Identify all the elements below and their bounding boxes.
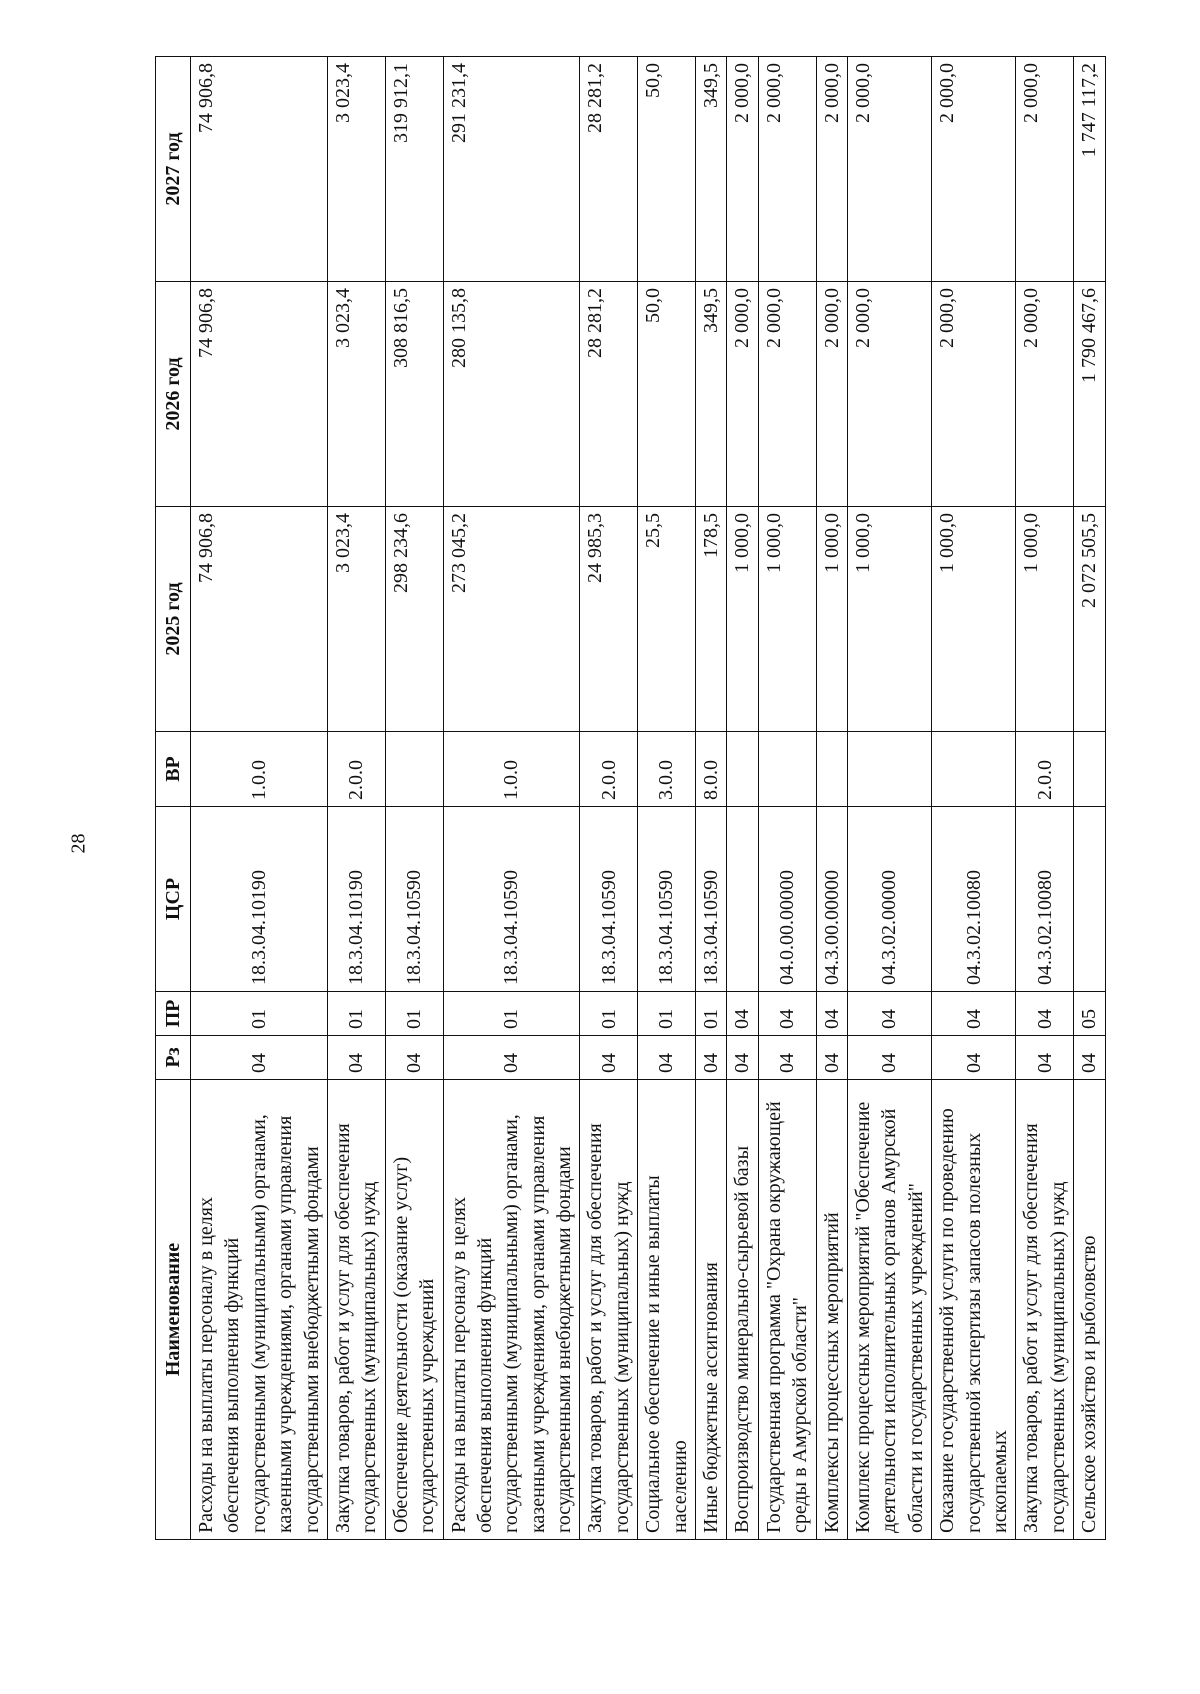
cell-2026: 280 135,8 (443, 282, 580, 507)
cell-rz: 04 (758, 1036, 816, 1080)
cell-csr (727, 807, 758, 992)
cell-2025: 1 000,0 (727, 507, 758, 732)
header-2026: 2026 год (156, 282, 191, 507)
cell-2027: 2 000,0 (847, 57, 931, 282)
cell-2026: 2 000,0 (932, 282, 1016, 507)
cell-2025: 3 023,4 (327, 507, 385, 732)
cell-2027: 319 912,1 (385, 57, 443, 282)
cell-csr (1074, 807, 1105, 992)
table-row (1074, 57, 1105, 1540)
cell-vr (727, 732, 758, 807)
table-row (443, 57, 580, 1540)
cell-pr: 04 (932, 992, 1016, 1036)
cell-2026: 308 816,5 (385, 282, 443, 507)
cell-rz: 04 (696, 1036, 727, 1080)
cell-csr: 18.3.04.10590 (580, 807, 638, 992)
cell-name: Государственная программа "Охрана окружающей среды в Амурской области" (758, 1080, 816, 1540)
cell-name: Закупка товаров, работ и услуг для обеспечения государственных (муниципальных) нужд (327, 1080, 385, 1540)
cell-pr: 01 (443, 992, 580, 1036)
cell-vr: 1.0.0 (191, 732, 328, 807)
cell-pr: 04 (847, 992, 931, 1036)
cell-2025: 25,5 (638, 507, 696, 732)
cell-pr: 01 (327, 992, 385, 1036)
budget-table (155, 56, 1106, 1540)
table-row (847, 57, 931, 1540)
cell-2027: 2 000,0 (727, 57, 758, 282)
cell-pr: 04 (727, 992, 758, 1036)
cell-2026: 349,5 (696, 282, 727, 507)
cell-name: Обеспечение деятельности (оказание услуг) государственных учреждений (385, 1080, 443, 1540)
cell-rz: 04 (443, 1036, 580, 1080)
cell-rz: 04 (327, 1036, 385, 1080)
cell-name: Закупка товаров, работ и услуг для обеспечения государственных (муниципальных) нужд (580, 1080, 638, 1540)
cell-name: Комплексы процессных мероприятий (816, 1080, 847, 1540)
cell-2025: 74 906,8 (191, 507, 328, 732)
cell-csr: 04.0.00.00000 (758, 807, 816, 992)
header-vr: ВР (156, 732, 191, 807)
cell-2026: 1 790 467,6 (1074, 282, 1105, 507)
cell-rz: 04 (580, 1036, 638, 1080)
cell-2025: 298 234,6 (385, 507, 443, 732)
cell-2026: 50,0 (638, 282, 696, 507)
table-row (1016, 57, 1074, 1540)
cell-2025: 1 000,0 (847, 507, 931, 732)
cell-vr (758, 732, 816, 807)
cell-2027: 2 000,0 (816, 57, 847, 282)
cell-rz: 04 (932, 1036, 1016, 1080)
cell-vr (385, 732, 443, 807)
cell-2027: 3 023,4 (327, 57, 385, 282)
table-row (580, 57, 638, 1540)
table-header-row (156, 57, 191, 1540)
cell-pr: 01 (191, 992, 328, 1036)
cell-2027: 50,0 (638, 57, 696, 282)
cell-name: Закупка товаров, работ и услуг для обеспечения государственных (муниципальных) нужд (1016, 1080, 1074, 1540)
cell-2025: 1 000,0 (1016, 507, 1074, 732)
cell-rz: 04 (638, 1036, 696, 1080)
header-name: Наименование (156, 1080, 191, 1540)
cell-rz: 04 (816, 1036, 847, 1080)
cell-rz: 04 (1074, 1036, 1105, 1080)
cell-vr (1074, 732, 1105, 807)
cell-2027: 2 000,0 (758, 57, 816, 282)
cell-2026: 2 000,0 (727, 282, 758, 507)
cell-2026: 74 906,8 (191, 282, 328, 507)
cell-name: Социальное обеспечение и иные выплаты населению (638, 1080, 696, 1540)
header-2027: 2027 год (156, 57, 191, 282)
cell-pr: 01 (580, 992, 638, 1036)
cell-2026: 3 023,4 (327, 282, 385, 507)
cell-csr: 18.3.04.10590 (696, 807, 727, 992)
cell-vr (932, 732, 1016, 807)
cell-2026: 2 000,0 (758, 282, 816, 507)
table-row (696, 57, 727, 1540)
cell-rz: 04 (847, 1036, 931, 1080)
cell-2025: 178,5 (696, 507, 727, 732)
cell-vr (847, 732, 931, 807)
cell-csr: 04.3.00.00000 (816, 807, 847, 992)
cell-2026: 28 281,2 (580, 282, 638, 507)
cell-name: Комплекс процессных мероприятий "Обеспечение деятельности исполнительных органов Амурской области и государственных учреждений" (847, 1080, 931, 1540)
table-row (816, 57, 847, 1540)
page-number: 28 (67, 833, 90, 854)
cell-rz: 04 (727, 1036, 758, 1080)
cell-vr: 2.0.0 (327, 732, 385, 807)
cell-csr: 04.3.02.10080 (932, 807, 1016, 992)
cell-2027: 2 000,0 (932, 57, 1016, 282)
cell-rz: 04 (385, 1036, 443, 1080)
cell-2027: 1 747 117,2 (1074, 57, 1105, 282)
cell-2027: 2 000,0 (1016, 57, 1074, 282)
cell-csr: 04.3.02.10080 (1016, 807, 1074, 992)
cell-vr: 1.0.0 (443, 732, 580, 807)
cell-name: Воспроизводство минерально-сырьевой базы (727, 1080, 758, 1540)
cell-2025: 24 985,3 (580, 507, 638, 732)
cell-name: Расходы на выплаты персоналу в целях обеспечения выполнения функций государственными (муниципальными) органами, казенными учреждениями, органами управления государственными внебюджетными фондами (443, 1080, 580, 1540)
cell-csr: 18.3.04.10590 (385, 807, 443, 992)
cell-csr: 18.3.04.10590 (638, 807, 696, 992)
table-row (385, 57, 443, 1540)
cell-vr (816, 732, 847, 807)
cell-2025: 2 072 505,5 (1074, 507, 1105, 732)
cell-csr: 04.3.02.00000 (847, 807, 931, 992)
cell-pr: 04 (758, 992, 816, 1036)
cell-2027: 74 906,8 (191, 57, 328, 282)
cell-vr: 8.0.0 (696, 732, 727, 807)
cell-2025: 1 000,0 (758, 507, 816, 732)
cell-2025: 1 000,0 (816, 507, 847, 732)
cell-pr: 04 (1016, 992, 1074, 1036)
table-row (758, 57, 816, 1540)
cell-pr: 01 (385, 992, 443, 1036)
cell-name: Иные бюджетные ассигнования (696, 1080, 727, 1540)
header-pr: ПР (156, 992, 191, 1036)
cell-vr: 3.0.0 (638, 732, 696, 807)
cell-2025: 1 000,0 (932, 507, 1016, 732)
cell-pr: 01 (638, 992, 696, 1036)
cell-2027: 291 231,4 (443, 57, 580, 282)
table-row (638, 57, 696, 1540)
table-row (327, 57, 385, 1540)
cell-csr: 18.3.04.10190 (327, 807, 385, 992)
cell-vr: 2.0.0 (580, 732, 638, 807)
header-csr: ЦСР (156, 807, 191, 992)
cell-2027: 28 281,2 (580, 57, 638, 282)
cell-rz: 04 (1016, 1036, 1074, 1080)
cell-pr: 01 (696, 992, 727, 1036)
cell-vr: 2.0.0 (1016, 732, 1074, 807)
cell-2025: 273 045,2 (443, 507, 580, 732)
cell-pr: 04 (816, 992, 847, 1036)
cell-2026: 2 000,0 (816, 282, 847, 507)
header-2025: 2025 год (156, 507, 191, 732)
cell-name: Оказание государственной услуги по проведению государственной экспертизы запасов полезных ископаемых (932, 1080, 1016, 1540)
cell-pr: 05 (1074, 992, 1105, 1036)
cell-2026: 2 000,0 (847, 282, 931, 507)
cell-rz: 04 (191, 1036, 328, 1080)
table-row (932, 57, 1016, 1540)
cell-2026: 2 000,0 (1016, 282, 1074, 507)
cell-2027: 349,5 (696, 57, 727, 282)
rotated-page (155, 57, 1101, 1540)
cell-name: Расходы на выплаты персоналу в целях обеспечения выполнения функций государственными (муниципальными) органами, казенными учреждениями, органами управления государственными внебюджетными фондами (191, 1080, 328, 1540)
table-row (191, 57, 328, 1540)
header-rz: Рз (156, 1036, 191, 1080)
cell-name: Сельское хозяйство и рыболовство (1074, 1080, 1105, 1540)
cell-csr: 18.3.04.10190 (191, 807, 328, 992)
cell-csr: 18.3.04.10590 (443, 807, 580, 992)
table-row (727, 57, 758, 1540)
